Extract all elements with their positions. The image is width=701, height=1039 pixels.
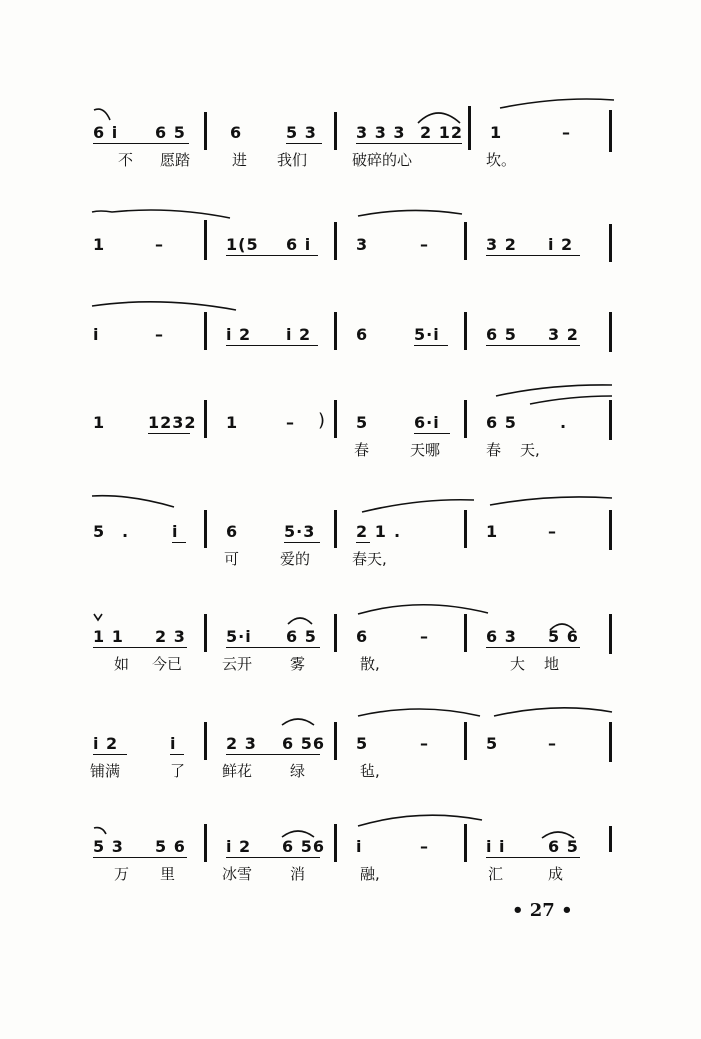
note-group: 2 1	[356, 522, 387, 541]
lyric: 绿	[290, 762, 306, 780]
note-group: 6 i	[286, 235, 312, 254]
note-group: 2 3	[226, 734, 257, 753]
underline	[486, 857, 580, 858]
lyric: 大	[510, 655, 526, 673]
barline	[609, 722, 612, 762]
note-group: –	[548, 522, 557, 541]
barline	[204, 112, 207, 150]
note-group: 6 i	[93, 123, 119, 142]
lyric: 进	[232, 151, 248, 169]
barline	[609, 312, 612, 352]
lyric: 不	[118, 151, 134, 169]
underline	[170, 754, 184, 755]
barline	[609, 510, 612, 550]
note-group: 2 3	[155, 627, 186, 646]
note-group: )	[318, 410, 327, 431]
note-group: –	[155, 235, 164, 254]
barline	[464, 510, 467, 548]
lyric: 冰雪	[222, 865, 253, 883]
note-group: 2 12	[420, 123, 463, 142]
note-group: i 2	[93, 734, 119, 753]
note-group: 5 3	[93, 837, 124, 856]
note-group: 1(5	[226, 235, 259, 254]
lyric: 里	[160, 865, 176, 883]
underline	[284, 542, 320, 543]
note-group: –	[548, 734, 557, 753]
note-group: 6·i	[414, 413, 440, 432]
barline	[464, 222, 467, 260]
page-number: • 27 •	[512, 900, 573, 921]
underline	[286, 143, 322, 144]
note-group: .	[560, 413, 568, 432]
barline	[464, 722, 467, 760]
note-group: –	[420, 837, 429, 856]
note-group: 3	[356, 235, 369, 254]
lyric: 可	[224, 550, 240, 568]
note-group: 6 5	[486, 413, 517, 432]
barline	[468, 106, 471, 150]
underline	[486, 345, 580, 346]
note-group: 6 5	[286, 627, 317, 646]
lyric: 如	[114, 655, 130, 673]
barline	[334, 614, 337, 652]
note-group: –	[420, 734, 429, 753]
note-group: 6	[226, 522, 239, 541]
barline	[334, 400, 337, 438]
note-group: –	[562, 123, 571, 142]
note-group: –	[420, 235, 429, 254]
note-group: 5·i	[414, 325, 440, 344]
note-group: –	[286, 413, 295, 432]
note-group: 1	[490, 123, 503, 142]
barline	[609, 224, 612, 262]
lyric: 成	[548, 865, 564, 883]
note-group: 1232	[148, 413, 197, 432]
lyric: 破碎的心	[352, 151, 413, 169]
note-group: 3 2	[548, 325, 579, 344]
underline	[356, 143, 462, 144]
note-group: 5	[486, 734, 499, 753]
note-group: .	[122, 522, 130, 541]
note-group: 5 6	[548, 627, 579, 646]
lyric: 天哪	[410, 441, 441, 459]
barline	[464, 312, 467, 350]
note-group: i	[170, 734, 177, 753]
barline	[204, 722, 207, 760]
underline	[172, 542, 186, 543]
underline	[486, 647, 580, 648]
lyric: 散,	[360, 655, 380, 673]
note-group: i 2	[548, 235, 574, 254]
barline	[609, 110, 612, 152]
underline	[93, 647, 187, 648]
note-group: 5 3	[286, 123, 317, 142]
note-group: 3 2	[486, 235, 517, 254]
note-group: –	[155, 325, 164, 344]
note-group: 1	[93, 413, 106, 432]
lyric: 汇	[488, 865, 504, 883]
lyric: 毡,	[360, 762, 380, 780]
barline	[204, 614, 207, 652]
note-group: 6 5	[548, 837, 579, 856]
note-group: 6 3	[486, 627, 517, 646]
note-group: 6 56	[282, 734, 325, 753]
barline	[464, 824, 467, 862]
underline	[414, 433, 450, 434]
lyric: 云开	[222, 655, 253, 673]
barline	[334, 722, 337, 760]
lyric: 春	[354, 441, 370, 459]
lyric: 坎。	[486, 151, 517, 169]
underline	[93, 857, 187, 858]
lyric: 了	[170, 762, 186, 780]
note-group: 6	[230, 123, 243, 142]
lyric: 雾	[290, 655, 306, 673]
note-group: 1	[486, 522, 499, 541]
barline	[609, 614, 612, 654]
underline	[148, 433, 190, 434]
barline	[204, 510, 207, 548]
note-group: 6 5	[486, 325, 517, 344]
underline	[93, 754, 127, 755]
note-group: 5 6	[155, 837, 186, 856]
barline	[464, 614, 467, 652]
note-group: i	[172, 522, 179, 541]
underline	[226, 345, 318, 346]
note-group: 5·i	[226, 627, 252, 646]
barline	[334, 510, 337, 548]
note-group: 6	[356, 325, 369, 344]
note-group: i 2	[286, 325, 312, 344]
lyric: 万	[114, 865, 130, 883]
note-group: 3 3 3	[356, 123, 406, 142]
lyric: 春天,	[352, 550, 387, 568]
barline	[204, 400, 207, 438]
underline	[226, 647, 320, 648]
lyric: 铺满	[90, 762, 121, 780]
lyric: 我们	[277, 151, 308, 169]
lyric: 鲜花	[222, 762, 253, 780]
lyric: 爱的	[280, 550, 311, 568]
barline	[334, 312, 337, 350]
note-group: i	[356, 837, 363, 856]
lyric: 愿踏	[160, 151, 191, 169]
note-group: 1 1	[93, 627, 124, 646]
barline	[464, 400, 467, 438]
note-group: i i	[486, 837, 506, 856]
note-group: –	[420, 627, 429, 646]
barline	[204, 312, 207, 350]
barline	[609, 400, 612, 440]
note-group: .	[394, 522, 402, 541]
underline	[356, 542, 370, 543]
barline	[204, 220, 207, 260]
note-group: 1	[226, 413, 239, 432]
underline	[226, 857, 320, 858]
lyric: 天,	[520, 441, 540, 459]
lyric: 地	[544, 655, 560, 673]
barline	[609, 826, 612, 852]
note-group: 5	[93, 522, 106, 541]
lyric: 今已	[152, 655, 183, 673]
underline	[486, 255, 580, 256]
note-group: i	[93, 325, 100, 344]
note-group: 1	[93, 235, 106, 254]
note-group: 6 56	[282, 837, 325, 856]
barline	[334, 824, 337, 862]
note-group: 6 5	[155, 123, 186, 142]
underline	[226, 255, 318, 256]
underline	[93, 143, 189, 144]
note-group: i 2	[226, 325, 252, 344]
lyric: 春	[486, 441, 502, 459]
note-group: 5·3	[284, 522, 316, 541]
note-group: 5	[356, 734, 369, 753]
underline	[414, 345, 448, 346]
underline	[226, 754, 320, 755]
lyric: 消	[290, 865, 306, 883]
barline	[204, 824, 207, 862]
lyric: 融,	[360, 865, 380, 883]
note-group: 5	[356, 413, 369, 432]
note-group: 6	[356, 627, 369, 646]
barline	[334, 222, 337, 260]
barline	[334, 112, 337, 150]
note-group: i 2	[226, 837, 252, 856]
